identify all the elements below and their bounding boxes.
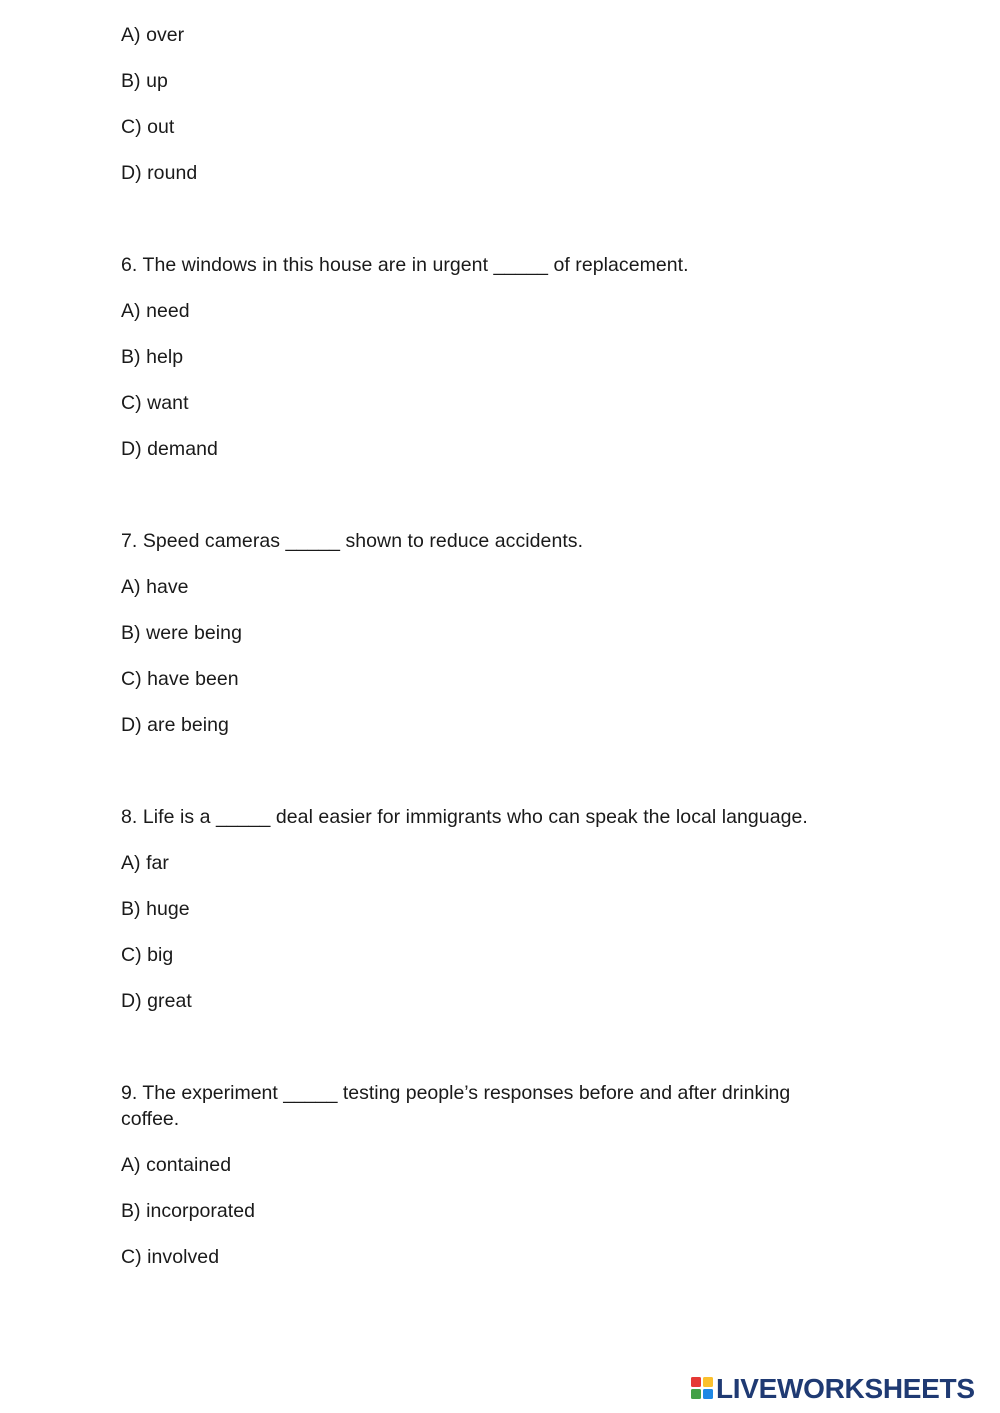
question-7-option-d: D) are being xyxy=(121,714,229,736)
question-6-text: 6. The windows in this house are in urgent _____ of replacement. xyxy=(121,254,689,276)
question-8-option-a: A) far xyxy=(121,852,169,874)
prev-option-d: D) round xyxy=(121,162,198,184)
question-9-option-b: B) incorporated xyxy=(121,1200,256,1222)
question-8-option-b: B) huge xyxy=(121,898,190,920)
logo-text: LIVEWORKSHEETS xyxy=(716,1373,975,1404)
logo-square-green xyxy=(691,1389,701,1399)
question-8-option-c: C) big xyxy=(121,944,174,966)
question-8-text: 8. Life is a _____ deal easier for immigrants who can speak the local language. xyxy=(121,806,808,828)
question-6-option-a: A) need xyxy=(121,300,190,322)
question-7-option-c: C) have been xyxy=(121,668,239,690)
prev-option-c: C) out xyxy=(121,116,175,138)
question-9-text: 9. The experiment _____ testing people’s responses before and after drinking coffee. xyxy=(121,1082,791,1130)
logo-square-yellow xyxy=(703,1377,713,1387)
prev-option-a: A) over xyxy=(121,24,185,46)
liveworksheets-logo-icon xyxy=(691,1377,713,1401)
question-9-option-a: A) contained xyxy=(121,1154,232,1176)
prev-option-b: B) up xyxy=(121,70,168,92)
question-6-option-c: C) want xyxy=(121,392,189,414)
question-7-text: 7. Speed cameras _____ shown to reduce accidents. xyxy=(121,530,584,552)
question-6-option-d: D) demand xyxy=(121,438,218,460)
logo-square-red xyxy=(691,1377,701,1387)
liveworksheets-logo xyxy=(691,1373,975,1405)
question-8-option-d: D) great xyxy=(121,990,192,1012)
question-9-option-c: C) involved xyxy=(121,1246,220,1268)
question-7-option-a: A) have xyxy=(121,576,189,598)
logo-square-blue xyxy=(703,1389,713,1399)
question-6-option-b: B) help xyxy=(121,346,184,368)
question-7-option-b: B) were being xyxy=(121,622,242,644)
